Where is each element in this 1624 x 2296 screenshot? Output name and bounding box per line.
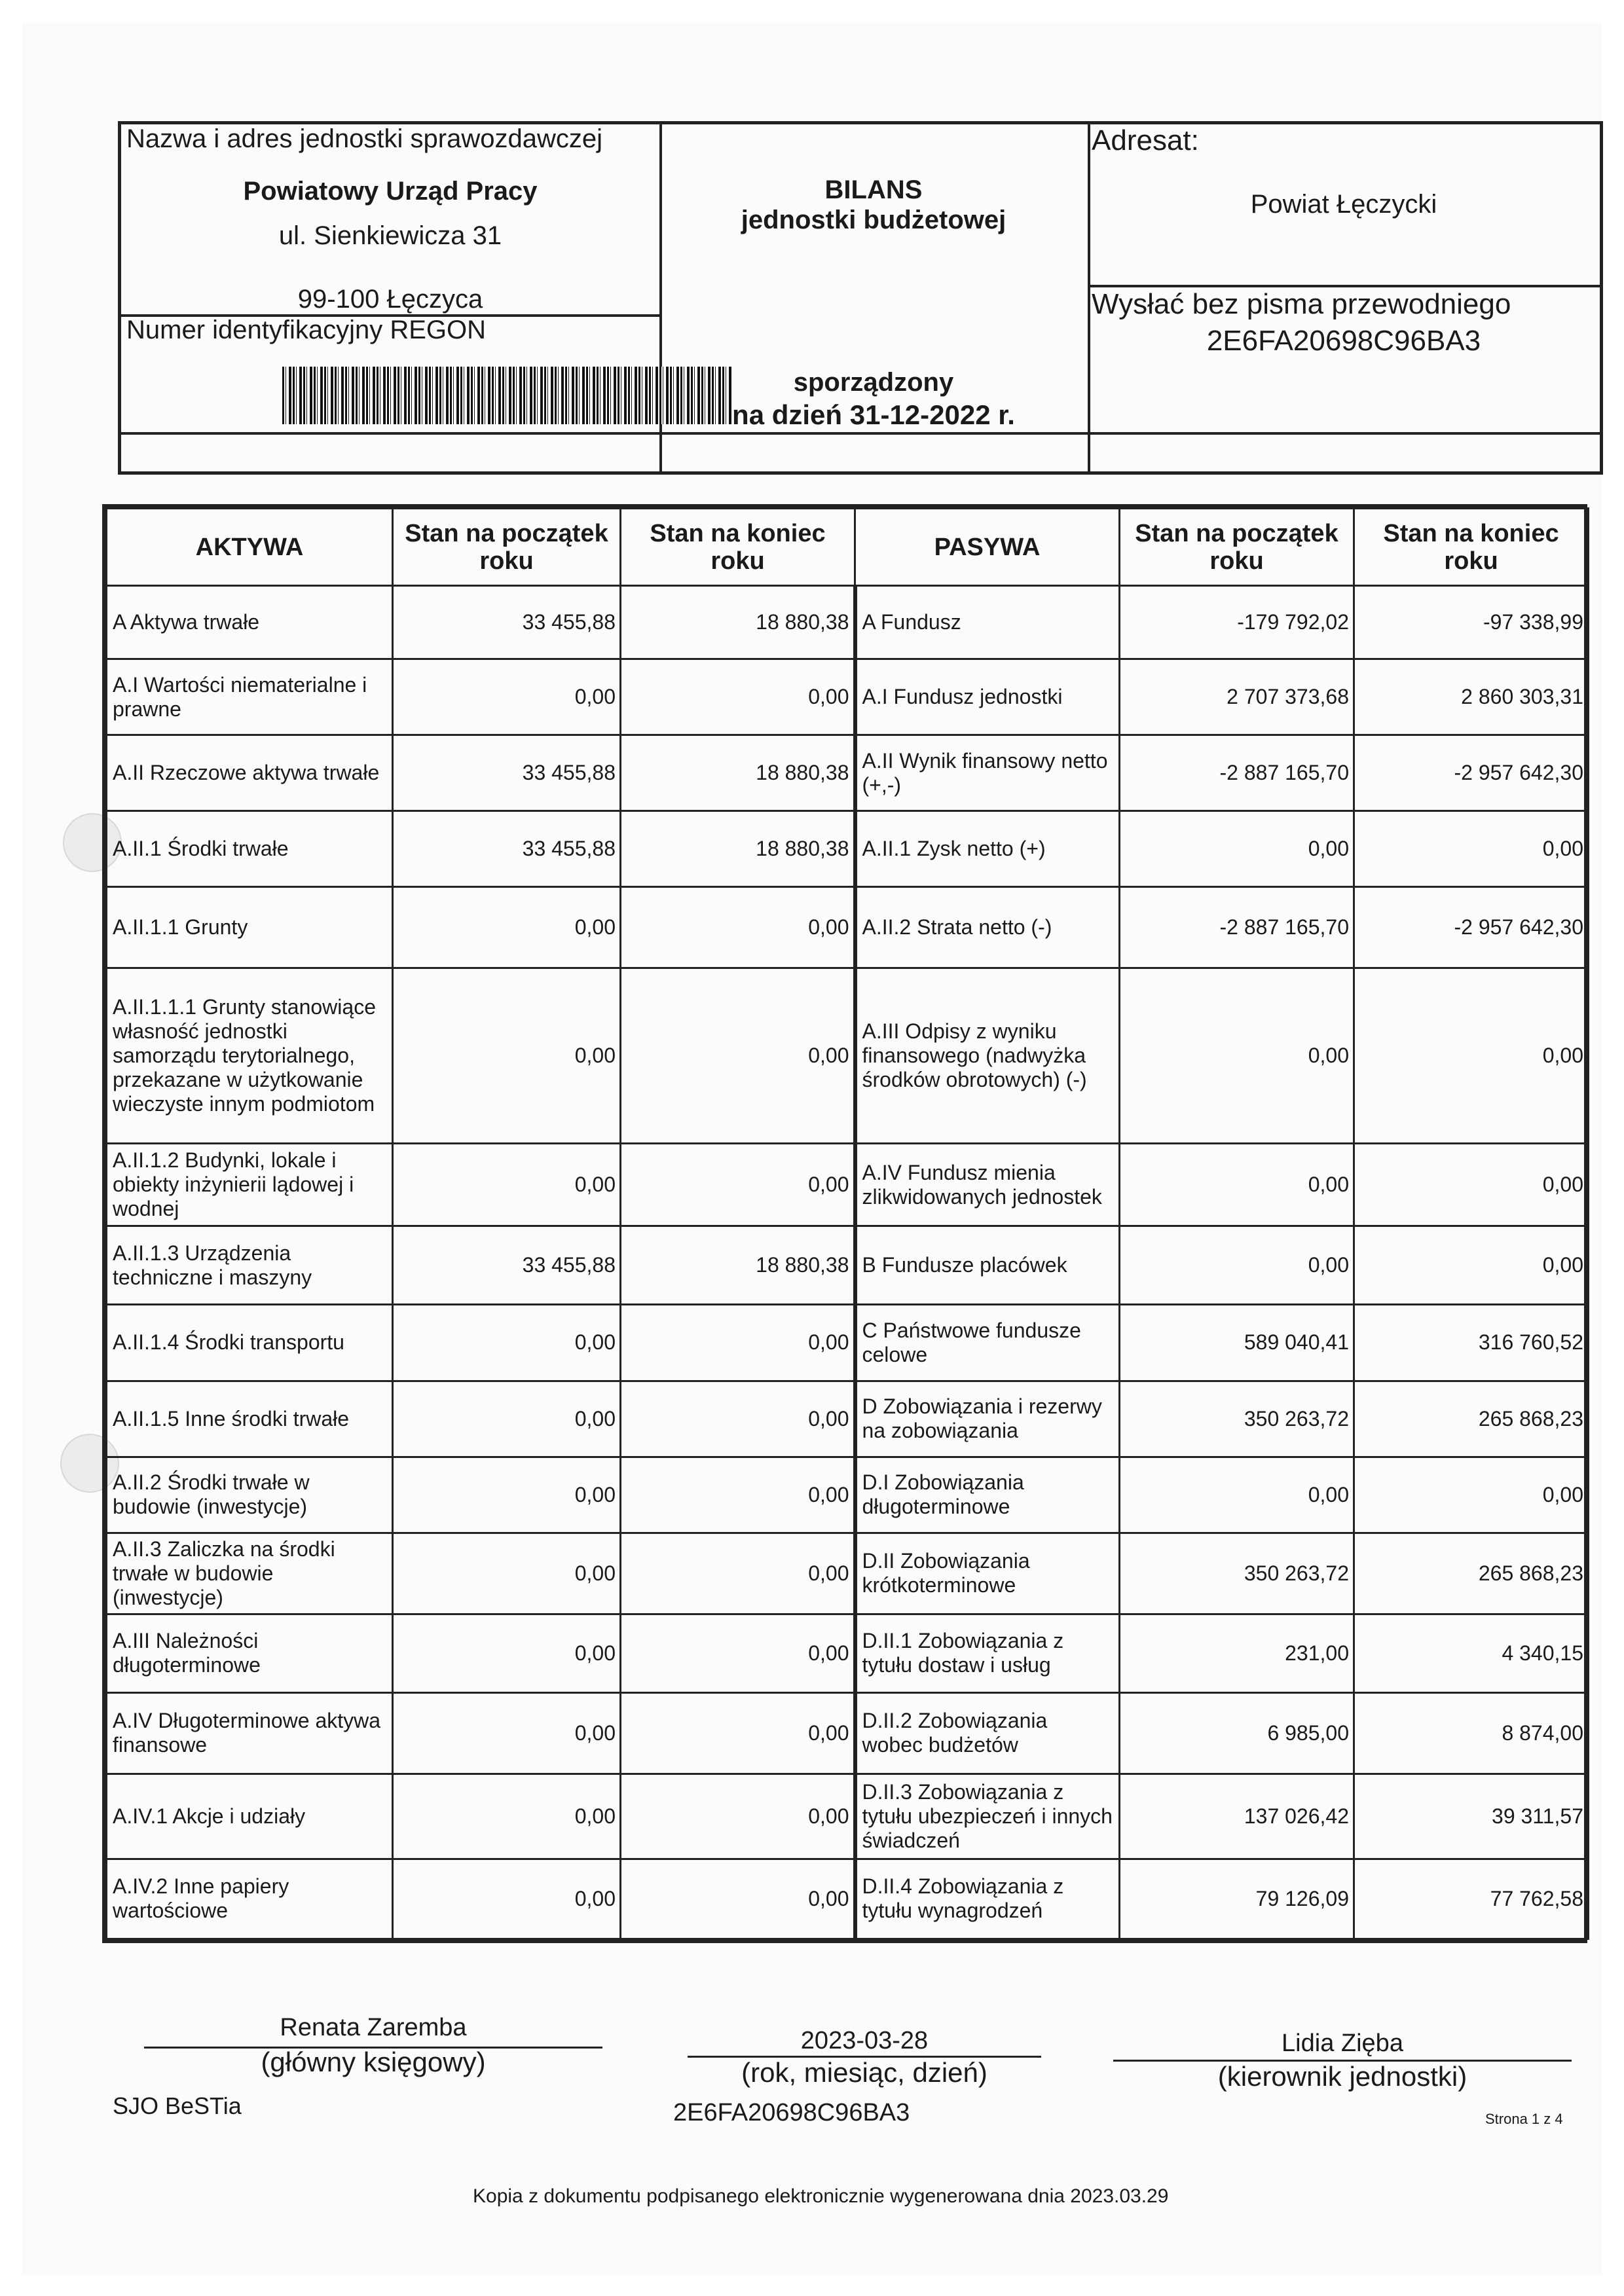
asset-end-value: 0,00 bbox=[621, 1457, 855, 1533]
asset-start-value: 0,00 bbox=[393, 1692, 621, 1774]
table-row bbox=[107, 1533, 1589, 1614]
unit-name: Powiatowy Urząd Pracy bbox=[243, 177, 538, 206]
doc-subtitle: jednostki budżetowej bbox=[741, 206, 1006, 234]
asset-start-value: 0,00 bbox=[393, 1859, 621, 1939]
asset-start-value: 0,00 bbox=[393, 1457, 621, 1533]
asset-label: A.II.1.1.1 Grunty stanowiące własność jednostki samorządu terytorialnego, przekazane w użytkowanie wieczyste innym podmiotom bbox=[107, 968, 393, 1144]
liability-end-value: -2 957 642,30 bbox=[1354, 735, 1589, 811]
doc-title: BILANS bbox=[824, 175, 923, 204]
table-row bbox=[107, 1305, 1589, 1381]
liability-label: D.I Zobowiązania długoterminowe bbox=[855, 1457, 1120, 1533]
liability-start-value: 137 026,42 bbox=[1120, 1774, 1354, 1859]
liability-start-value: 79 126,09 bbox=[1120, 1859, 1354, 1939]
doc-code: 2E6FA20698C96BA3 bbox=[1206, 325, 1481, 357]
table-row bbox=[107, 968, 1589, 1144]
liability-label: A Fundusz bbox=[855, 586, 1120, 659]
date-label: (rok, miesiąc, dzień) bbox=[741, 2057, 987, 2088]
liability-start-value: 0,00 bbox=[1120, 1457, 1354, 1533]
col-header-assets-end: Stan na koniec roku bbox=[621, 509, 855, 586]
liability-label: C Państwowe fundusze celowe bbox=[855, 1305, 1120, 1381]
accountant-role: (główny księgowy) bbox=[261, 2047, 486, 2077]
asset-label: A.II.1 Środki trwałe bbox=[107, 811, 393, 887]
liability-start-value: 2 707 373,68 bbox=[1120, 659, 1354, 735]
table-row bbox=[107, 1614, 1589, 1692]
liability-start-value: 350 263,72 bbox=[1120, 1381, 1354, 1457]
liability-end-value: 0,00 bbox=[1354, 968, 1589, 1144]
table-header-row bbox=[107, 509, 1589, 586]
asset-start-value: 33 455,88 bbox=[393, 811, 621, 887]
asset-label: A.IV Długoterminowe aktywa finansowe bbox=[107, 1692, 393, 1774]
col-header-assets-start: Stan na początek roku bbox=[393, 509, 621, 586]
table-row bbox=[107, 811, 1589, 887]
col-header-assets: AKTYWA bbox=[107, 509, 393, 586]
liability-end-value: 0,00 bbox=[1354, 1457, 1589, 1533]
liability-end-value: -97 338,99 bbox=[1354, 586, 1589, 659]
asset-label: A.II.1.4 Środki transportu bbox=[107, 1305, 393, 1381]
table-row bbox=[107, 1774, 1589, 1859]
liability-end-value: 265 868,23 bbox=[1354, 1381, 1589, 1457]
liability-end-value: 39 311,57 bbox=[1354, 1774, 1589, 1859]
asset-start-value: 33 455,88 bbox=[393, 1226, 621, 1305]
asset-end-value: 18 880,38 bbox=[621, 735, 855, 811]
asset-start-value: 0,00 bbox=[393, 1533, 621, 1614]
liability-label: D.II Zobowiązania krótkoterminowe bbox=[855, 1533, 1120, 1614]
liability-start-value: 350 263,72 bbox=[1120, 1533, 1354, 1614]
asset-label: A.IV.1 Akcje i udziały bbox=[107, 1774, 393, 1859]
table-row bbox=[107, 1381, 1589, 1457]
liability-start-value: 589 040,41 bbox=[1120, 1305, 1354, 1381]
asset-end-value: 0,00 bbox=[621, 659, 855, 735]
liability-start-value: 0,00 bbox=[1120, 968, 1354, 1144]
regon-label: Numer identyfikacyjny REGON bbox=[126, 316, 487, 344]
asset-label: A.II.1.2 Budynki, lokale i obiekty inżynierii lądowej i wodnej bbox=[107, 1144, 393, 1226]
prepared-date: na dzień 31-12-2022 r. bbox=[732, 399, 1015, 430]
send-note: Wysłać bez pisma przewodniego bbox=[1092, 288, 1511, 320]
liability-label: A.IV Fundusz mienia zlikwidowanych jednostek bbox=[855, 1144, 1120, 1226]
col-header-liabilities-start: Stan na początek roku bbox=[1120, 509, 1354, 586]
addressee-label: Adresat: bbox=[1092, 124, 1199, 156]
asset-label: A.IV.2 Inne papiery wartościowe bbox=[107, 1859, 393, 1939]
page-number: Strona 1 z 4 bbox=[1485, 2111, 1563, 2127]
asset-label: A.II.3 Zaliczka na środki trwałe w budowie (inwestycje) bbox=[107, 1533, 393, 1614]
liability-start-value: -179 792,02 bbox=[1120, 586, 1354, 659]
asset-end-value: 0,00 bbox=[621, 968, 855, 1144]
manager-role: (kierownik jednostki) bbox=[1217, 2061, 1467, 2092]
asset-start-value: 33 455,88 bbox=[393, 586, 621, 659]
asset-label: A.II.1.5 Inne środki trwałe bbox=[107, 1381, 393, 1457]
liability-start-value: 0,00 bbox=[1120, 1144, 1354, 1226]
balance-table bbox=[102, 504, 1587, 1943]
liability-start-value: 231,00 bbox=[1120, 1614, 1354, 1692]
liability-label: A.III Odpisy z wyniku finansowego (nadwyżka środków obrotowych) (-) bbox=[855, 968, 1120, 1144]
asset-start-value: 0,00 bbox=[393, 1144, 621, 1226]
liability-end-value: 0,00 bbox=[1354, 1226, 1589, 1305]
asset-start-value: 0,00 bbox=[393, 887, 621, 968]
copy-note: Kopia z dokumentu podpisanego elektronicznie wygenerowana dnia 2023.03.29 bbox=[473, 2185, 1169, 2207]
liability-end-value: 316 760,52 bbox=[1354, 1305, 1589, 1381]
liability-start-value: -2 887 165,70 bbox=[1120, 735, 1354, 811]
liability-label: D.II.4 Zobowiązania z tytułu wynagrodzeń bbox=[855, 1859, 1120, 1939]
liability-label: A.II.1 Zysk netto (+) bbox=[855, 811, 1120, 887]
report-header bbox=[118, 121, 1603, 475]
asset-end-value: 0,00 bbox=[621, 1692, 855, 1774]
asset-label: A.II.1.1 Grunty bbox=[107, 887, 393, 968]
asset-end-value: 0,00 bbox=[621, 1774, 855, 1859]
sign-date: 2023-03-28 bbox=[800, 2027, 929, 2054]
liability-start-value: 0,00 bbox=[1120, 1226, 1354, 1305]
asset-end-value: 0,00 bbox=[621, 1533, 855, 1614]
table-row bbox=[107, 1226, 1589, 1305]
asset-end-value: 0,00 bbox=[621, 1144, 855, 1226]
asset-start-value: 0,00 bbox=[393, 968, 621, 1144]
liability-end-value: 2 860 303,31 bbox=[1354, 659, 1589, 735]
addressee: Powiat Łęczycki bbox=[1250, 190, 1437, 219]
asset-start-value: 0,00 bbox=[393, 1614, 621, 1692]
asset-end-value: 0,00 bbox=[621, 1305, 855, 1381]
table-row bbox=[107, 1859, 1589, 1939]
table-row bbox=[107, 1457, 1589, 1533]
asset-end-value: 18 880,38 bbox=[621, 1226, 855, 1305]
liability-end-value: 4 340,15 bbox=[1354, 1614, 1589, 1692]
liability-end-value: 8 874,00 bbox=[1354, 1692, 1589, 1774]
asset-label: A.II.2 Środki trwałe w budowie (inwestycje) bbox=[107, 1457, 393, 1533]
liability-label: B Fundusze placówek bbox=[855, 1226, 1120, 1305]
prepared-label: sporządzony bbox=[793, 368, 954, 397]
asset-end-value: 0,00 bbox=[621, 887, 855, 968]
table-row bbox=[107, 887, 1589, 968]
asset-label: A.I Wartości niematerialne i prawne bbox=[107, 659, 393, 735]
table-row bbox=[107, 1144, 1589, 1226]
asset-end-value: 0,00 bbox=[621, 1614, 855, 1692]
unit-label: Nazwa i adres jednostki sprawozdawczej bbox=[126, 124, 602, 153]
asset-start-value: 0,00 bbox=[393, 1381, 621, 1457]
asset-end-value: 18 880,38 bbox=[621, 811, 855, 887]
col-header-liabilities: PASYWA bbox=[855, 509, 1120, 586]
liability-label: D.II.2 Zobowiązania wobec budżetów bbox=[855, 1692, 1120, 1774]
asset-start-value: 0,00 bbox=[393, 1774, 621, 1859]
system-name: SJO BeSTia bbox=[113, 2092, 242, 2119]
liability-label: A.II.2 Strata netto (-) bbox=[855, 887, 1120, 968]
asset-end-value: 0,00 bbox=[621, 1859, 855, 1939]
liability-end-value: 77 762,58 bbox=[1354, 1859, 1589, 1939]
asset-start-value: 0,00 bbox=[393, 659, 621, 735]
unit-street: ul. Sienkiewicza 31 bbox=[278, 221, 502, 250]
col-header-liabilities-end: Stan na koniec roku bbox=[1354, 509, 1589, 586]
liability-label: D Zobowiązania i rezerwy na zobowiązania bbox=[855, 1381, 1120, 1457]
asset-start-value: 0,00 bbox=[393, 1305, 621, 1381]
table-row bbox=[107, 586, 1589, 659]
asset-start-value: 33 455,88 bbox=[393, 735, 621, 811]
manager-name: Lidia Zięba bbox=[1282, 2030, 1403, 2057]
asset-label: A.III Należności długoterminowe bbox=[107, 1614, 393, 1692]
liability-end-value: 0,00 bbox=[1354, 1144, 1589, 1226]
liability-end-value: -2 957 642,30 bbox=[1354, 887, 1589, 968]
asset-end-value: 0,00 bbox=[621, 1381, 855, 1457]
asset-label: A Aktywa trwałe bbox=[107, 586, 393, 659]
liability-start-value: 0,00 bbox=[1120, 811, 1354, 887]
liability-end-value: 0,00 bbox=[1354, 811, 1589, 887]
footer-doc-code: 2E6FA20698C96BA3 bbox=[673, 2099, 910, 2126]
table-row bbox=[107, 659, 1589, 735]
liability-start-value: -2 887 165,70 bbox=[1120, 887, 1354, 968]
asset-label: A.II.1.3 Urządzenia techniczne i maszyny bbox=[107, 1226, 393, 1305]
table-row bbox=[107, 1692, 1589, 1774]
liability-label: A.I Fundusz jednostki bbox=[855, 659, 1120, 735]
accountant-name: Renata Zaremba bbox=[280, 2014, 467, 2041]
liability-label: A.II Wynik finansowy netto (+,-) bbox=[855, 735, 1120, 811]
unit-city: 99-100 Łęczyca bbox=[297, 285, 483, 314]
liability-label: D.II.3 Zobowiązania z tytułu ubezpieczeń i innych świadczeń bbox=[855, 1774, 1120, 1859]
liability-start-value: 6 985,00 bbox=[1120, 1692, 1354, 1774]
table-row bbox=[107, 735, 1589, 811]
barcode-image bbox=[282, 367, 731, 424]
asset-end-value: 18 880,38 bbox=[621, 586, 855, 659]
liability-label: D.II.1 Zobowiązania z tytułu dostaw i usług bbox=[855, 1614, 1120, 1692]
asset-label: A.II Rzeczowe aktywa trwałe bbox=[107, 735, 393, 811]
liability-end-value: 265 868,23 bbox=[1354, 1533, 1589, 1614]
